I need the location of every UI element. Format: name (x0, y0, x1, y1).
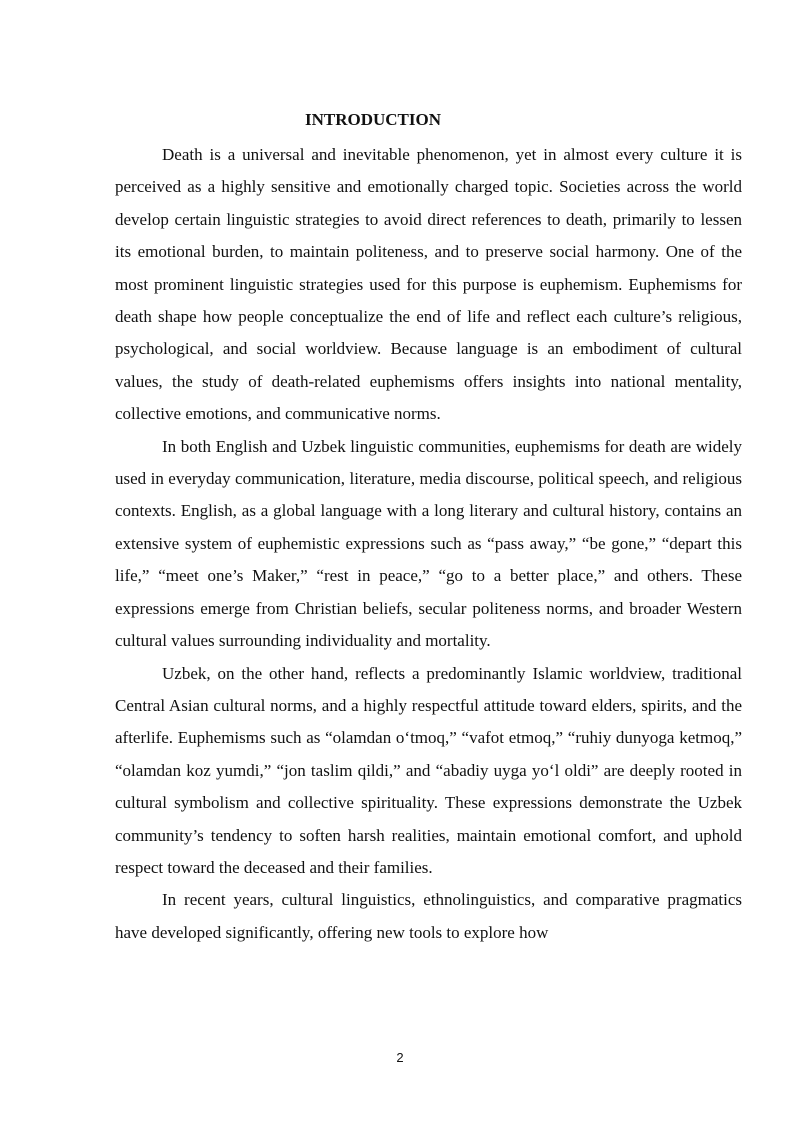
paragraph-2: In both English and Uzbek linguistic communities, euphemisms for death are widely used in everyday communication, literature, media discourse, political speech, and religious contexts. English, as a global language with a long literary and cultural history, contains an extensive system of euphemistic expressions such as “pass away,” “be gone,” “depart this life,” “meet one’s Maker,” “rest in peace,” “go to a better place,” and others. These expressions emerge from Christian beliefs, secular politeness norms, and broader Western cultural values surrounding individuality and mortality. (115, 436, 742, 651)
paragraph-3: Uzbek, on the other hand, reflects a predominantly Islamic worldview, traditional Central Asian cultural norms, and a highly respectful attitude toward elders, spirits, and the afterlife. Euphemisms such as “olamdan o‘tmoq,” “vafot etmoq,” “ruhiy dunyoga ketmoq,” “olamdan koz yumdi,” “jon taslim qildi,” and “abadiy uyga yo‘l oldi” are deeply rooted in cultural symbolism and collective spirituality. These expressions demonstrate the Uzbek community’s tendency to soften harsh realities, maintain emotional comfort, and uphold respect toward the deceased and their families. (115, 663, 742, 877)
page-number: 2 (396, 1050, 404, 1065)
paragraph-4: In recent years, cultural linguistics, ethnolinguistics, and comparative pragmatics have developed significantly, offering new tools to explore how (115, 890, 742, 942)
document-body (115, 107, 742, 949)
paragraph-1: Death is a universal and inevitable phenomenon, yet in almost every culture it is perceived as a highly sensitive and emotionally charged topic. Societies across the world develop certain linguistic strategies to avoid direct references to death, primarily to lessen its emotional burden, to maintain politeness, and to preserve social harmony. One of the most prominent linguistic strategies used for this purpose is euphemism. Euphemisms for death shape how people conceptualize the end of life and reflect each culture’s religious, psychological, and social worldview. Because language is an embodiment of cultural values, the study of death-related euphemisms offers insights into national mentality, collective emotions, and communicative norms. (115, 145, 742, 424)
section-title: INTRODUCTION (305, 110, 442, 129)
